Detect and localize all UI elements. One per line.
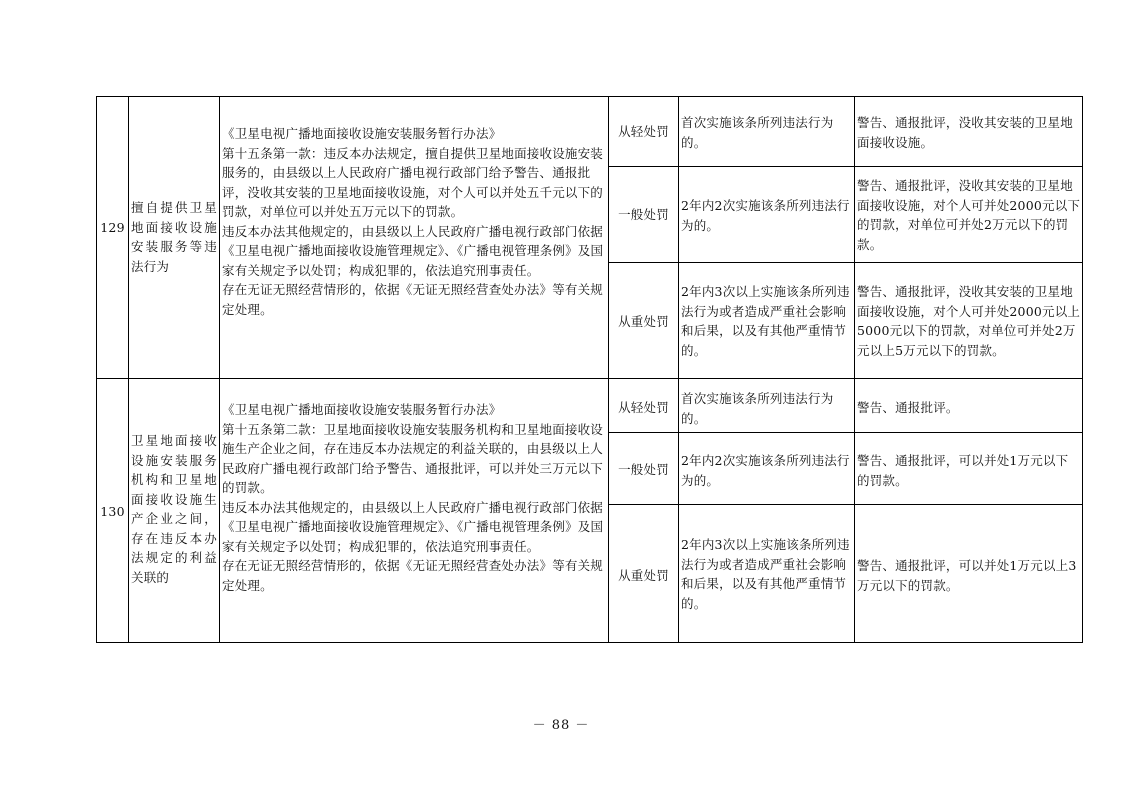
table-border-bottom xyxy=(96,642,1083,643)
violation-item: 卫星地面接收设施安装服务机构和卫星地面接收设施生产企业之间，存在违反本办法规定的利益关联的 xyxy=(131,433,217,585)
penalty-level: 从重处罚 xyxy=(618,568,669,583)
legal-basis xyxy=(222,400,606,595)
legal-basis xyxy=(222,124,606,319)
penalty-standard: 警告、通报批评，没收其安装的卫星地面接收设施，对个人可并处2000元以上5000元以下的罚款，对单位可并处2万元以上5万元以下的罚款。 xyxy=(857,284,1081,358)
table-border-right xyxy=(1082,96,1083,643)
basis-unlicensed: 存在无证无照经营情形的，依据《无证无照经营查处办法》等有关规定处理。 xyxy=(222,282,604,317)
row-divider xyxy=(608,504,1083,505)
circumstance: 首次实施该条所列违法行为的。 xyxy=(681,391,834,426)
col-divider xyxy=(128,96,129,643)
basis-title: 《卫星电视广播地面接收设施安装服务暂行办法》 xyxy=(222,402,502,417)
basis-other: 违反本办法其他规定的，由县级以上人民政府广播电视行政部门依据《卫星电视广播地面接收设施管理规定》、《广播电视管理条例》及国家有关规定予以处罚；构成犯罪的，依法追究刑事责任。 xyxy=(222,499,604,554)
basis-unlicensed: 存在无证无照经营情形的，依据《无证无照经营查处办法》等有关规定处理。 xyxy=(222,558,604,593)
col-divider xyxy=(219,96,220,643)
penalty-level: 从轻处罚 xyxy=(618,124,669,139)
row-divider xyxy=(608,432,1083,433)
table-border-left xyxy=(96,96,97,643)
row-divider xyxy=(96,378,1083,379)
basis-other: 违反本办法其他规定的，由县级以上人民政府广播电视行政部门依据《卫星电视广播地面接收设施管理规定》、《广播电视管理条例》及国家有关规定予以处罚；构成犯罪的，依法追究刑事责任。 xyxy=(222,223,604,278)
col-divider xyxy=(854,96,855,643)
penalty-standard: 警告、通报批评。 xyxy=(857,400,959,415)
circumstance: 2年内3次以上实施该条所列违法行为或者造成严重社会影响和后果，以及有其他严重情节的。 xyxy=(681,284,850,358)
row-number: 129 xyxy=(100,220,125,235)
col-divider xyxy=(608,96,609,643)
violation-item: 擅自提供卫星地面接收设施安装服务等违法行为 xyxy=(131,200,217,274)
penalty-level: 从轻处罚 xyxy=(618,400,669,415)
circumstance: 2年内2次实施该条所列违法行为的。 xyxy=(681,453,850,488)
basis-title: 《卫星电视广播地面接收设施安装服务暂行办法》 xyxy=(222,126,502,141)
row-divider xyxy=(608,166,1083,167)
penalty-level: 一般处罚 xyxy=(618,462,669,477)
circumstance: 2年内3次以上实施该条所列违法行为或者造成严重社会影响和后果，以及有其他严重情节的。 xyxy=(681,537,850,611)
col-divider xyxy=(678,96,679,643)
penalty-standard: 警告、通报批评，没收其安装的卫星地面接收设施，对个人可并处2000元以下的罚款，对单位可并处2万元以下的罚款。 xyxy=(857,178,1081,252)
row-divider xyxy=(608,262,1083,263)
penalty-level: 从重处罚 xyxy=(618,314,669,329)
row-number: 130 xyxy=(100,504,125,519)
circumstance: 2年内2次实施该条所列违法行为的。 xyxy=(681,198,850,233)
penalty-standard: 警告、通报批评，可以并处1万元以上3万元以下的罚款。 xyxy=(857,558,1077,593)
penalty-standard: 警告、通报批评，可以并处1万元以下的罚款。 xyxy=(857,453,1069,488)
basis-clause: 第十五条第一款：违反本办法规定，擅自提供卫星地面接收设施安装服务的，由县级以上人民政府广播电视行政部门给予警告、通报批评，没收其安装的卫星地面接收设施，对个人可以并处五千元以下的罚款，对单位可以并处五万元以下的罚款。 xyxy=(222,145,604,219)
table-border-top xyxy=(96,96,1083,97)
basis-clause: 第十五条第二款：卫星地面接收设施安装服务机构和卫星地面接收设施生产企业之间，存在违反本办法规定的利益关联的，由县级以上人民政府广播电视行政部门给予警告、通报批评，可以并处三万元以下的罚款。 xyxy=(222,421,604,495)
penalty-level: 一般处罚 xyxy=(618,207,669,222)
penalty-standard: 警告、通报批评，没收其安装的卫星地面接收设施。 xyxy=(857,115,1073,150)
page-number: － 88 － xyxy=(532,718,590,733)
circumstance: 首次实施该条所列违法行为的。 xyxy=(681,115,834,150)
